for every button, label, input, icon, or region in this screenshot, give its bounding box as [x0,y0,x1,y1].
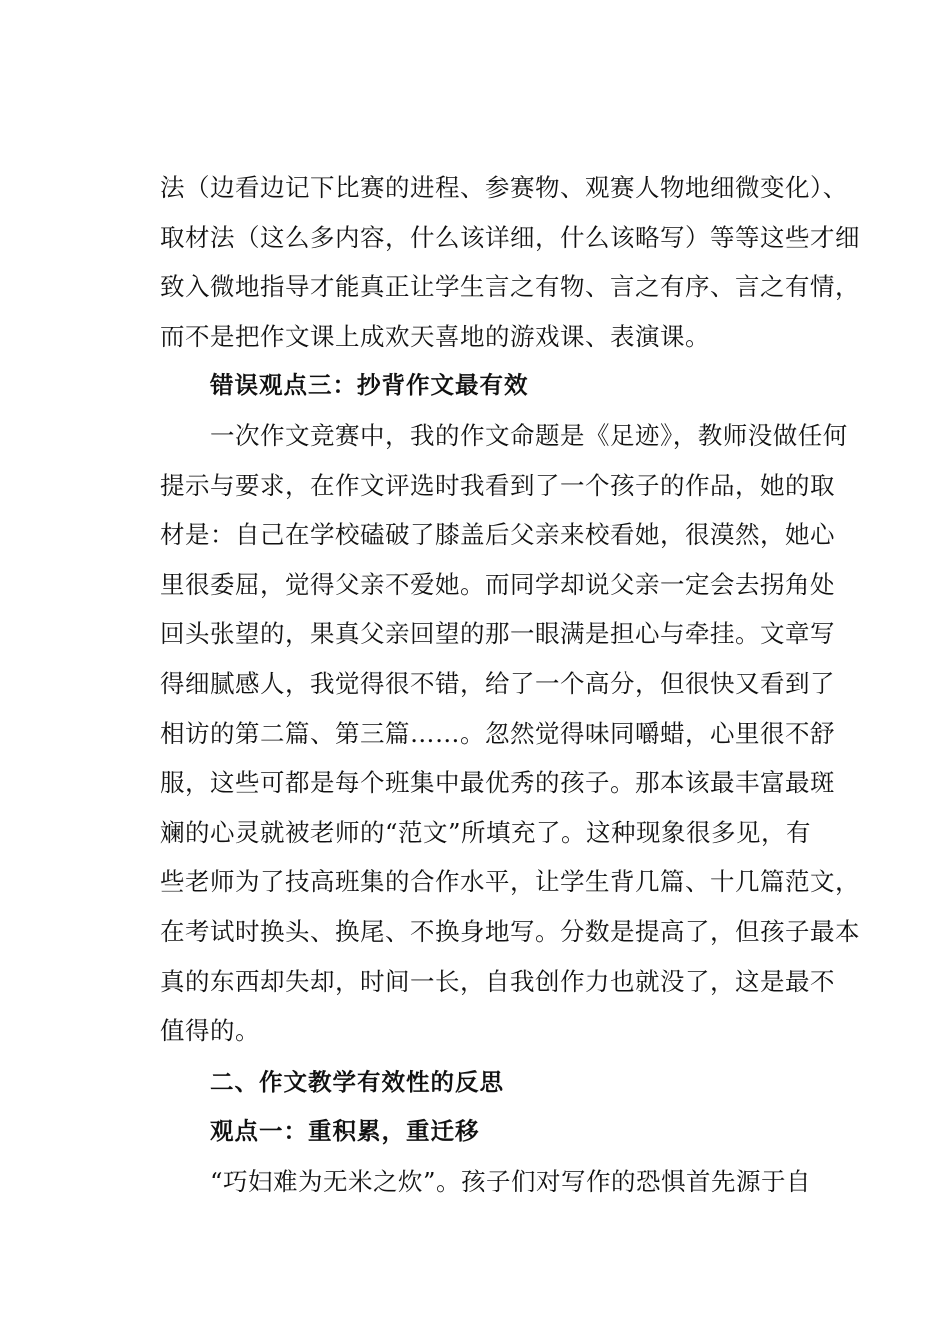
text-line: 而不是把作文课上成欢天喜地的游戏课、表演课。 [160,321,710,351]
text-line: “巧妇难为无米之炊”。孩子们对写作的恐惧首先源于自 [210,1166,812,1196]
text-line: 值得的。 [160,1016,260,1046]
text-line: 法（边看边记下比赛的进程、参赛物、观赛人物地细微变化）、 [160,173,848,202]
paragraph-continued [160,163,860,361]
text-line: 些老师为了技高班集的合作水平，让学生背几篇、十几篇范文， [160,867,860,897]
section-heading-two: 二、作文教学有效性的反思 [210,1067,504,1096]
text-line: 致入微地指导才能真正让学生言之有物、言之有序、言之有情， [160,272,860,302]
heading-view-one: 观点一：重积累，重迁移 [210,1117,480,1146]
text-line: 相访的第二篇、第三篇……。忽然觉得味同嚼蜡，心里很不舒 [160,718,835,748]
text-line: 得细腻感人，我觉得很不错，给了一个高分，但很快又看到了 [160,668,835,698]
text-line: 提示与要求，在作文评选时我看到了一个孩子的作品，她的取 [160,470,835,500]
text-line: 取材法（这么多内容，什么该详细，什么该略写）等等这些才细 [160,222,860,252]
text-line: 斓的心灵就被老师的“范文”所填充了。这种现象很多见，有 [160,817,812,847]
heading-wrong-view-three: 错误观点三：抄背作文最有效 [210,371,529,400]
text-line: 服，这些可都是每个班集中最优秀的孩子。那本该最丰富最斑 [160,768,835,798]
text-line: 真的东西却失却，时间一长，自我创作力也就没了，这是最不 [160,966,835,996]
paragraph-last [160,1157,850,1207]
text-line: 里很委屈，觉得父亲不爱她。而同学却说父亲一定会去拐角处 [160,569,835,599]
document-body [160,163,860,1206]
text-line: 一次作文竞赛中，我的作文命题是《足迹》，教师没做任何 [210,420,848,450]
paragraph-example [160,411,860,1056]
text-line: 在考试时换头、换尾、不换身地写。分数是提高了，但孩子最本 [160,916,860,946]
text-line: 材是：自己在学校磕破了膝盖后父亲来校看她，很漠然，她心 [160,520,835,550]
text-line: 回头张望的，果真父亲回望的那一眼满是担心与牵挂。文章写 [160,619,835,649]
